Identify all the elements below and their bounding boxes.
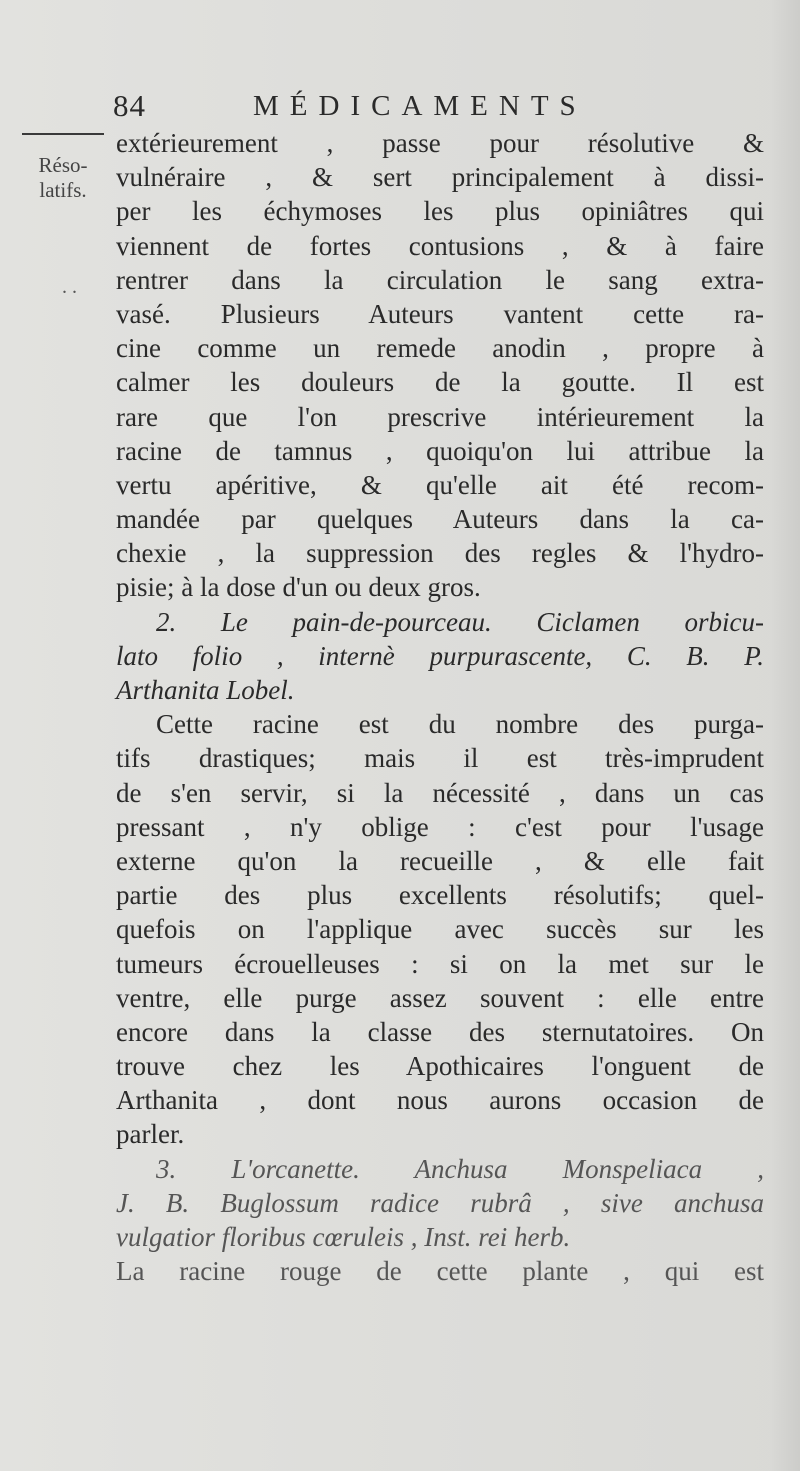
text-line: de s'en servir, si la nécessité , dans un cas [116, 777, 764, 808]
entry-heading: 3. L'orcanette. Anchusa Monspeliaca , [156, 1153, 764, 1184]
margin-rule [22, 133, 104, 135]
entry-heading: 2. Le pain-de-pourceau. Ciclamen orbicu- [156, 606, 764, 637]
text-line: J. B. Buglossum radice rubrâ , sive anchusa [116, 1187, 764, 1218]
text-line: vertu apéritive, & qu'elle ait été recom- [116, 469, 764, 500]
text-line: parler. [116, 1119, 185, 1150]
text-line: chexie , la suppression des regles & l'hydro- [116, 538, 764, 569]
text-line: La racine rouge de cette plante , qui est [116, 1256, 764, 1287]
text-line: per les échymoses les plus opiniâtres qui [116, 196, 764, 227]
text-line: calmer les douleurs de la goutte. Il est [116, 367, 764, 398]
text-line: lato folio , internè purpurascente, C. B. P. [116, 640, 764, 671]
text-line: extérieurement , passe pour résolutive & [116, 128, 764, 158]
text-line: tifs drastiques; mais il est très-imprudent [116, 743, 764, 774]
text-line: Arthanita , dont nous aurons occasion de [116, 1085, 764, 1116]
text-line: tumeurs écrouelleuses : si on la met sur le [116, 948, 764, 979]
text-line: vasé. Plusieurs Auteurs vantent cette ra- [116, 298, 764, 329]
text-line: ventre, elle purge assez souvent : elle entre [116, 982, 764, 1013]
text-line: quefois on l'applique avec succès sur les [116, 914, 764, 945]
text-line: Arthanita Lobel. [116, 675, 295, 705]
text-line: pisie; à la dose d'un ou deux gros. [116, 572, 481, 603]
text-line: cine comme un remede anodin , propre à [116, 333, 764, 364]
text-line: rentrer dans la circulation le sang extra- [116, 264, 764, 295]
text-line: encore dans la classe des sternutatoires. On [116, 1016, 764, 1047]
running-title: MÉDICAMENTS [253, 90, 587, 122]
text-line: rare que l'on prescrive intérieurement la [116, 401, 764, 432]
text-line: externe qu'on la recueille , & elle fait [116, 845, 764, 876]
marginal-dots: . . [62, 276, 77, 298]
text-line: vulgatior floribus cœruleis , Inst. rei herb. [116, 1222, 571, 1252]
page-number: 84 [113, 88, 146, 123]
page-header [0, 88, 800, 128]
text-line: viennent de fortes contusions , & à faire [116, 230, 764, 261]
body-text [116, 126, 764, 1288]
text-line: partie des plus excellents résolutifs; quel- [116, 880, 764, 911]
text-line: vulnéraire , & sert principalement à dissi- [116, 162, 764, 193]
text-line: trouve chez les Apothicaires l'onguent de [116, 1051, 764, 1082]
text-line: racine de tamnus , quoiqu'on lui attribue la [116, 435, 764, 466]
text-line: Cette racine est du nombre des purga- [156, 709, 764, 740]
page-edge-shadow [770, 0, 800, 1471]
marginal-note: Réso-latifs. [38, 153, 88, 202]
text-line: mandée par quelques Auteurs dans la ca- [116, 504, 764, 535]
text-line: pressant , n'y oblige : c'est pour l'usage [116, 811, 764, 842]
